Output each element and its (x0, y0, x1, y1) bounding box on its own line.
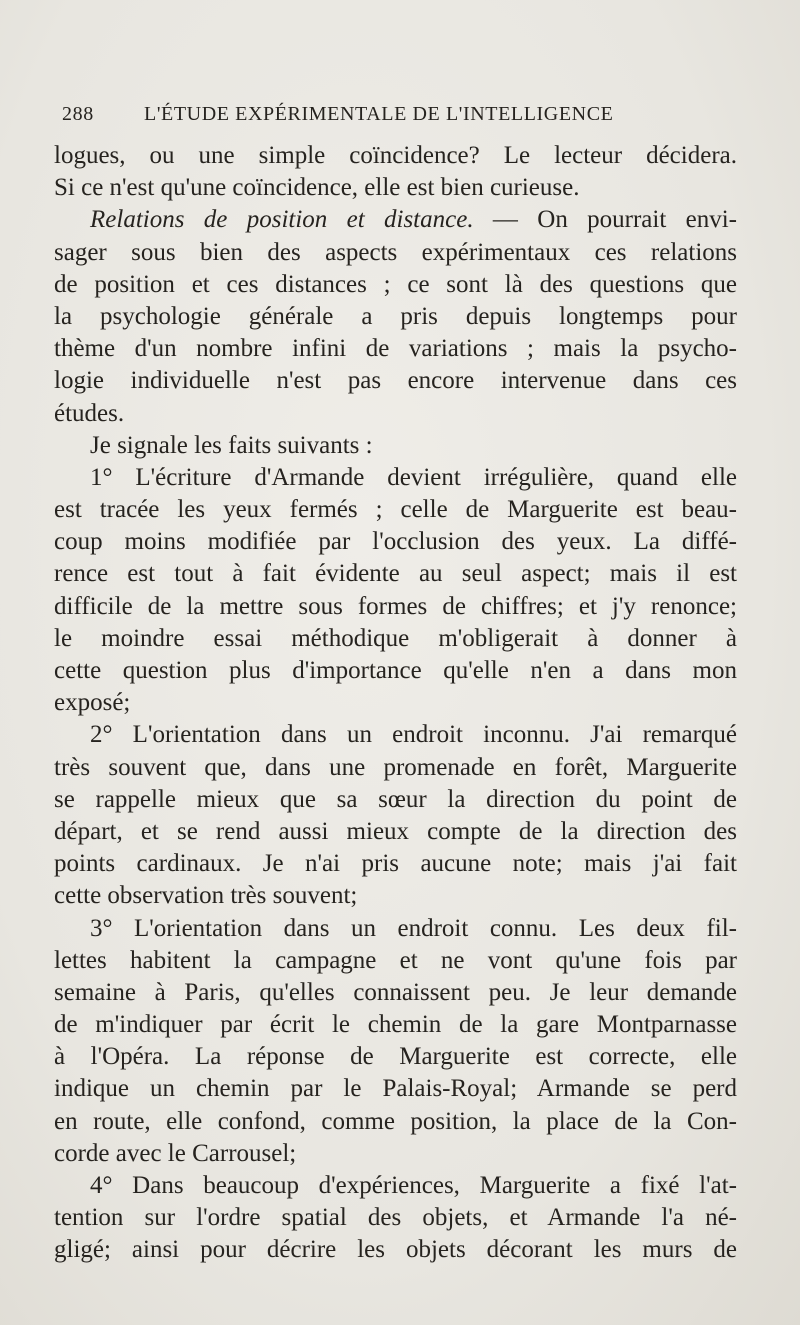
running-head: L'ÉTUDE EXPÉRIMENTALE DE L'INTELLIGENCE (144, 103, 614, 125)
text-line: de position et ces distances ; ce sont là des questions que (54, 270, 737, 298)
text-line: indique un chemin par le Palais-Royal; Armande se perd (54, 1075, 737, 1103)
text-line: points cardinaux. Je n'ai pris aucune note; mais j'ai fait (54, 850, 737, 878)
text-line: est tracée les yeux fermés ; celle de Marguerite est beau- (54, 496, 737, 524)
list-item-2-line: 2° L'orientation dans un endroit inconnu. J'ai remarqué (90, 721, 737, 749)
text-line: lettes habitent la campagne et ne vont qu'une fois par (54, 946, 737, 974)
text-line: à l'Opéra. La réponse de Marguerite est correcte, elle (54, 1043, 737, 1071)
page-number: 288 (62, 103, 94, 125)
list-item-4-line: 4° Dans beaucoup d'expériences, Marguerite a fixé l'at- (90, 1172, 737, 1199)
text-line: logues, ou une simple coïncidence? Le lecteur décidera. (54, 142, 737, 169)
text-line: de m'indiquer par écrit le chemin de la gare Montparnasse (54, 1011, 737, 1039)
text-line: exposé; (54, 689, 131, 717)
text-line: Je signale les faits suivants : (90, 431, 373, 459)
text-line: semaine à Paris, qu'elles connaissent peu. Je leur demande (54, 978, 737, 1006)
text-line: cette question plus d'importance qu'elle n'en a dans mon (54, 657, 737, 684)
text-line: le moindre essai méthodique m'obligerait à donner à (54, 624, 737, 652)
text-line: cette observation très souvent; (54, 882, 358, 910)
text-line: tention sur l'ordre spatial des objets, et Armande l'a né- (54, 1204, 737, 1232)
list-item-3-line: 3° L'orientation dans un endroit connu. Les deux fil- (90, 914, 737, 942)
section-heading-line (54, 204, 737, 236)
text-line: thème d'un nombre infini de variations ; mais la psycho- (54, 335, 737, 363)
text-line: difficile de la mettre sous formes de chiffres; et j'y renonce; (54, 592, 737, 620)
section-lead-text: — On pourrait envi- (473, 206, 737, 234)
text-line: départ, et se rend aussi mieux compte de la direction des (54, 817, 737, 845)
text-line: la psychologie générale a pris depuis longtemps pour (54, 302, 737, 330)
list-item-1-line: 1° L'écriture d'Armande devient irrégulière, quand elle (90, 463, 737, 491)
text-line: très souvent que, dans une promenade en forêt, Marguerite (54, 753, 737, 781)
text-line: se rappelle mieux que sa sœur la direction du point de (54, 785, 737, 813)
page-header (62, 103, 742, 129)
text-line: rence est tout à fait évidente au seul aspect; mais il est (54, 560, 737, 588)
text-line: corde avec le Carrousel; (54, 1139, 297, 1167)
text-line: sager sous bien des aspects expérimentaux ces relations (54, 238, 737, 266)
section-title: Relations de position et distance. (90, 206, 474, 234)
text-line: coup moins modifiée par l'occlusion des yeux. La diffé- (54, 528, 737, 556)
text-line: études. (54, 399, 125, 427)
text-line: gligé; ainsi pour décrire les objets décorant les murs de (54, 1236, 737, 1264)
text-line: en route, elle confond, comme position, la place de la Con- (54, 1107, 737, 1135)
text-line: Si ce n'est qu'une coïncidence, elle est bien curieuse. (54, 174, 580, 202)
text-line: logie individuelle n'est pas encore intervenue dans ces (54, 367, 737, 395)
body-text (54, 140, 737, 1267)
